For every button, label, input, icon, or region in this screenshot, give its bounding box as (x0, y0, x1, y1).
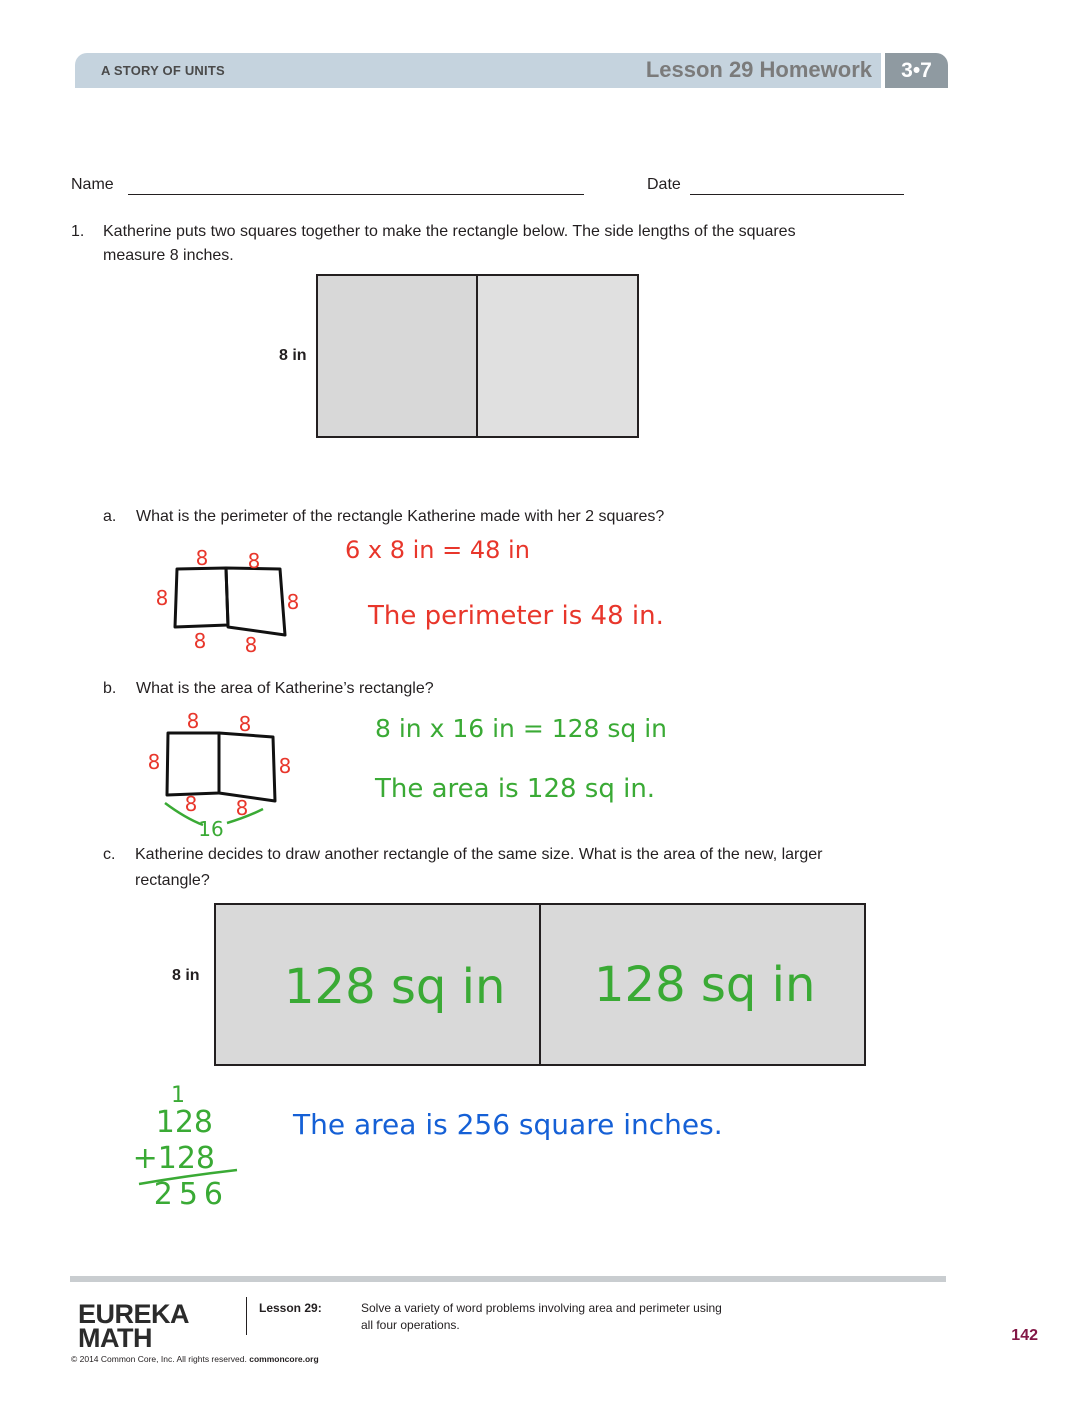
sketch-a-bottom-left: 8 (193, 629, 207, 653)
lesson-title: Lesson 29 Homework (645, 57, 872, 82)
sketch-a-right: 8 (286, 590, 300, 614)
problem-text-line1: Katherine puts two squares together to make the rectangle below. The side lengths of the squares (103, 223, 796, 240)
part-c-answer-wrap (290, 1100, 723, 1150)
sketch-a-top-right: 8 (247, 549, 261, 573)
sketch-b-bottom-total: 16 (198, 817, 224, 841)
part-b-work (370, 705, 710, 815)
square-left (316, 274, 478, 438)
figure-c-side-label: 8 in (172, 967, 200, 984)
part-c-question-line2: rectangle? (135, 872, 210, 889)
part-c-addition (125, 1080, 255, 1210)
part-b-letter: b. (103, 680, 117, 697)
part-c-answer: The area is 256 square inches. (293, 1108, 723, 1141)
figure-side-label: 8 in (279, 347, 307, 364)
sum-addend-1: 128 (155, 1105, 213, 1140)
sketch-a-left: 8 (155, 586, 169, 610)
part-a-answer: The perimeter is 48 in. (368, 601, 664, 631)
box-c-left-label: 128 sq in (284, 959, 506, 1015)
part-c-box-labels (214, 903, 866, 1066)
box-c-right-label: 128 sq in (594, 957, 816, 1013)
name-label: Name (71, 176, 114, 193)
part-c-question-line1: Katherine decides to draw another rectangle of the same size. What is the area of the new, larger (135, 846, 823, 863)
sketch-b-left: 8 (147, 750, 161, 774)
footer-copyright (71, 1354, 319, 1364)
date-field[interactable] (690, 176, 904, 195)
footer-description-line1: Solve a variety of word problems involving area and perimeter using (361, 1301, 722, 1315)
part-b-sketch (135, 703, 315, 843)
part-a-letter: a. (103, 508, 117, 525)
series-title: A STORY OF UNITS (101, 63, 225, 78)
logo-math: MATH (78, 1323, 152, 1353)
grade-module-badge: 3•7 (885, 53, 948, 88)
date-label: Date (647, 176, 681, 193)
part-c-letter: c. (103, 846, 116, 863)
sketch-b-bottom-right: 8 (235, 796, 249, 820)
copyright-site: commoncore.org (249, 1354, 319, 1364)
problem-number: 1. (71, 223, 85, 240)
part-b-answer: The area is 128 sq in. (375, 774, 656, 804)
sum-addend-2: +128 (132, 1141, 215, 1176)
footer-description-line2: all four operations. (361, 1318, 460, 1332)
footer-lesson-label: Lesson 29: (259, 1301, 322, 1315)
part-a-work (340, 528, 670, 638)
sum-total: 256 (153, 1177, 229, 1212)
sketch-b-top-right: 8 (238, 712, 252, 736)
sketch-a-top-left: 8 (195, 546, 209, 570)
problem-text-line2: measure 8 inches. (103, 247, 234, 264)
part-a-equation: 6 x 8 in = 48 in (345, 536, 530, 564)
footer-divider (246, 1297, 247, 1335)
sketch-a-bottom-right: 8 (244, 633, 258, 657)
part-b-equation: 8 in x 16 in = 128 sq in (375, 714, 668, 743)
sum-carry: 1 (171, 1083, 185, 1108)
logo-eureka: EUREKA (78, 1299, 190, 1329)
footer-rule (70, 1276, 946, 1282)
sketch-b-top-left: 8 (186, 709, 200, 733)
page-number: 142 (1011, 1327, 1038, 1344)
sketch-b-right: 8 (278, 754, 292, 778)
square-right (476, 274, 639, 438)
part-a-sketch (140, 535, 320, 660)
sketch-b-bottom-left: 8 (184, 792, 198, 816)
name-field[interactable] (128, 176, 584, 195)
part-a-question: What is the perimeter of the rectangle Katherine made with her 2 squares? (136, 508, 665, 525)
copyright-text: © 2014 Common Core, Inc. All rights reserved. (71, 1354, 247, 1364)
part-b-question: What is the area of Katherine’s rectangle? (136, 680, 434, 697)
